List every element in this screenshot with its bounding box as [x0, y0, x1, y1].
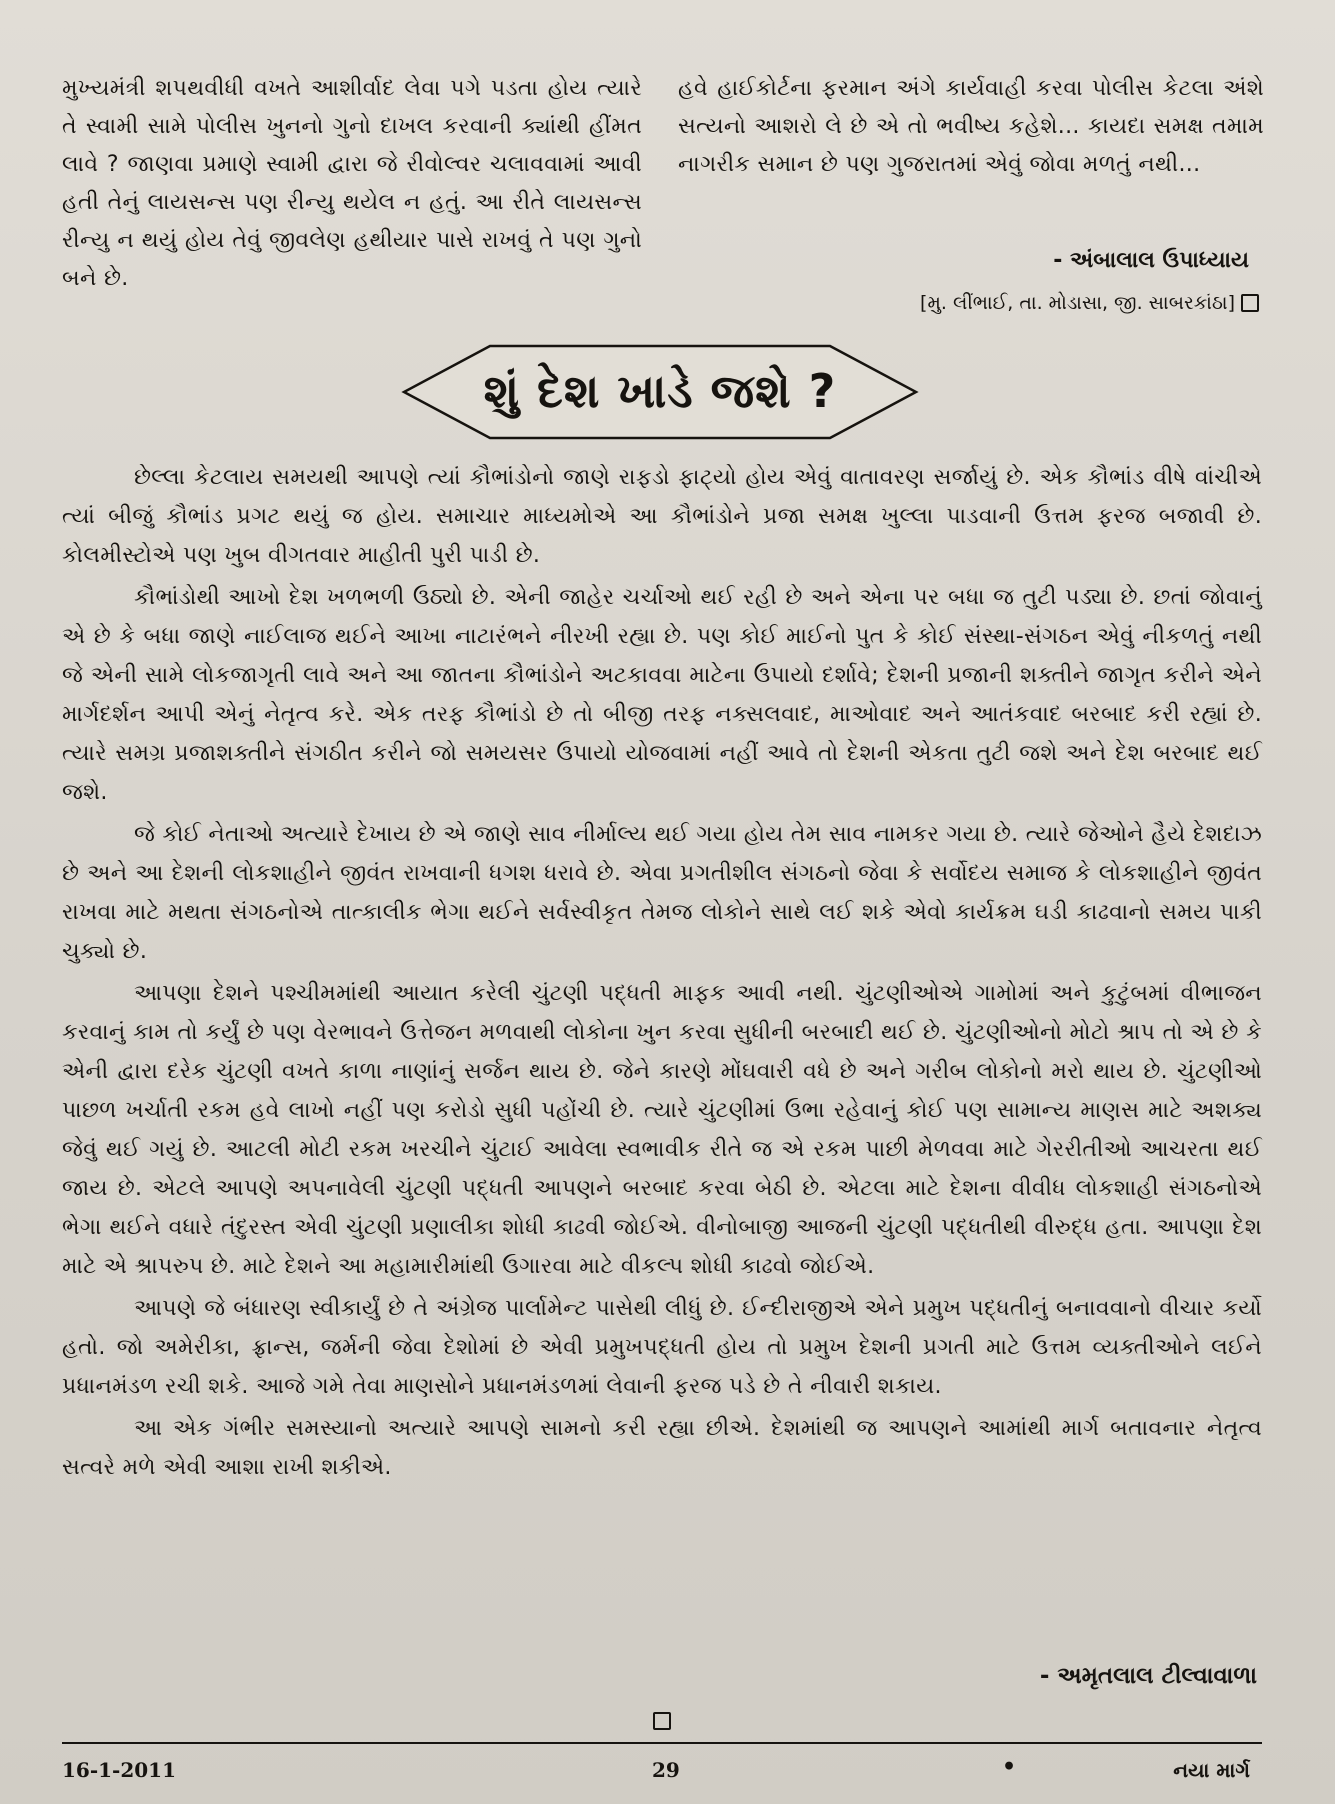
- footer-date: 16-1-2011: [62, 1758, 177, 1782]
- previous-article-left-column: [62, 70, 642, 298]
- article-title: શું દેશ ખાડે જશે ?: [483, 364, 837, 418]
- footer-divider: [62, 1742, 1262, 1744]
- page-number: 29: [652, 1758, 680, 1782]
- article-paragraph: આ એક ગંભીર સમસ્યાનો અત્યારે આપણે સામનો કરી રહ્યા છીએ. દેશમાંથી જ આપણને આમાંથી માર્ગ બતાવનાર નેતૃત્વ સત્વરે મળે એવી આશા રાખી શકીએ.: [62, 1416, 1262, 1480]
- checkbox-square-icon: [1241, 294, 1259, 312]
- magazine-name: નયા માર્ગ: [1173, 1758, 1250, 1782]
- end-of-article-square-icon: [653, 1712, 671, 1730]
- article-title-banner: [400, 342, 920, 442]
- article-paragraph: આપણે જે બંધારણ સ્વીકાર્યું છે તે અંગ્રેજ પાર્લામેન્ટ પાસેથી લીધું છે. ઈન્દીરાજીએ એને પ્રમુખ પદ્ધતીનું બનાવવાનો વીચાર કર્યો હતો. જો અમેરીકા, ફ્રાન્સ, જર્મની જેવા દેશોમાં છે એવી પ્રમુખપદ્ધતી હોય તો પ્રમુખ દેશની પ્રગતી માટે ઉત્તમ વ્યક્તીઓને લઈને પ્રધાનમંડળ રચી શકે. આજે ગમે તેવા માણસોને પ્રધાનમંડળમાં લેવાની ફરજ પડે છે તે નીવારી શકાય.: [62, 1296, 1262, 1399]
- previous-article-author: - અંબાલાલ ઉપાધ્યાય: [1053, 248, 1249, 273]
- bullet-dot-icon: •: [1002, 1754, 1017, 1780]
- previous-article-right-text: હવે હાઈકોર્ટના ફરમાન અંગે કાર્યવાહી કરવા પોલીસ કેટલા અંશે સત્યનો આશરો લે છે એ તો ભવીષ્ય કહેશે... કાયદા સમક્ષ તમામ નાગરીક સમાન છે પણ ગુજરાતમાં એવું જોવા મળતું નથી...: [678, 76, 1264, 177]
- article-paragraph: આપણા દેશને પશ્ચીમમાંથી આયાત કરેલી ચુંટણી પદ્ધતી માફક આવી નથી. ચુંટણીઓએ ગામોમાં અને કુટુંબમાં વીભાજન કરવાનું કામ તો કર્યું છે પણ વેરભાવને ઉત્તેજન મળવાથી લોકોના ખુન કરવા સુધીની બરબાદી થઈ છે. ચુંટણીઓનો મોટો શ્રાપ તો એ છે કે એની દ્વારા દરેક ચુંટણી વખતે કાળા નાણાંનું સર્જન થાય છે. જેને કારણે મોંઘવારી વધે છે અને ગરીબ લોકોનો મરો થાય છે. ચુંટણીઓ પાછળ ખર્ચાતી રકમ હવે લાખો નહીં પણ કરોડો સુધી પહોંચી છે. ત્યારે ચુંટણીમાં ઉભા રહેવાનું કોઈ પણ સામાન્ય માણસ માટે અશક્ય જેવું થઈ ગયું છે. આટલી મોટી રકમ ખરચીને ચુંટાઈ આવેલા સ્વભાવીક રીતે જ એ રકમ પાછી મેળવવા માટે ગેરરીતીઓ આચરતા થઈ જાય છે. એટલે આપણે અપનાવેલી ચુંટણી પદ્ધતી આપણને બરબાદ કરવા બેઠી છે. એટલા માટે દેશના વીવીધ લોકશાહી સંગઠનોએ ભેગા થઈને વધારે તંદુરસ્ત એવી ચુંટણી પ્રણાલીકા શોધી કાઢવી જોઈએ. વીનોબાજી આજની ચુંટણી પદ્ધતીથી વીરુદ્ધ હતા. આપણા દેશ માટે એ શ્રાપરુપ છે. માટે દેશને આ મહામારીમાંથી ઉગારવા માટે વીકલ્પ શોધી કાઢવો જોઈએ.: [62, 981, 1262, 1279]
- article-paragraph: છેલ્લા કેટલાય સમયથી આપણે ત્યાં કૌભાંડોનો જાણે રાફડો ફાટ્યો હોય એવું વાતાવરણ સર્જાયું છે. એક કૌભાંડ વીષે વાંચીએ ત્યાં બીજું કૌભાંડ પ્રગટ થયું જ હોય. સમાચાર માધ્યમોએ આ કૌભાંડોને પ્રજા સમક્ષ ખુલ્લા પાડવાની ઉત્તમ ફરજ બજાવી છે. કોલમીસ્ટોએ પણ ખુબ વીગતવાર માહીતી પુરી પાડી છે.: [62, 465, 1262, 568]
- article-paragraph: જે કોઈ નેતાઓ અત્યારે દેખાય છે એ જાણે સાવ નીર્માલ્ય થઈ ગયા હોય તેમ સાવ નામકર ગયા છે. ત્યારે જેઓને હૈયે દેશદાઝ છે અને આ દેશની લોકશાહીને જીવંત રાખવાની ધગશ ધરાવે છે. એવા પ્રગતીશીલ સંગઠનો જેવા કે સર્વોદય સમાજ કે લોકશાહીને જીવંત રાખવા માટે મથતા સંગઠનોએ તાત્કાલીક ભેગા થઈને સર્વસ્વીકૃત તેમજ લોકોને સાથે લઈ શકે એવો કાર્યક્રમ ઘડી કાઢવાનો સમય પાકી ચુક્યો છે.: [62, 822, 1262, 964]
- previous-article-right-column: [678, 70, 1264, 184]
- previous-article-left-text: મુખ્યમંત્રી શપથવીધી વખતે આશીર્વાદ લેવા પગે પડતા હોય ત્યારે તે સ્વામી સામે પોલીસ ખુનનો ગુનો દાખલ કરવાની ક્યાંથી હીંમત લાવે ? જાણવા પ્રમાણે સ્વામી દ્વારા જે રીવોલ્વર ચલાવવામાં આવી હતી તેનું લાયસન્સ પણ રીન્યુ થયેલ ન હતું. આ રીતે લાયસન્સ રીન્યુ ન થયું હોય તેવું જીવલેણ હથીયાર પાસે રાખવું તે પણ ગુનો બને છે.: [62, 76, 642, 291]
- address-text: [મુ. લીંભાઈ, તા. મોડાસા, જી. સાબરકાંઠા]: [920, 292, 1235, 314]
- previous-article-address: [920, 292, 1259, 314]
- article-body: [62, 458, 1262, 1490]
- article-author: - અમૃતલાલ ટીલ્વાવાળા: [1039, 1663, 1257, 1689]
- page-footer: [62, 1752, 1262, 1788]
- article-paragraph: કૌભાંડોથી આખો દેશ ખળભળી ઉઠ્યો છે. એની જાહેર ચર્ચાઓ થઈ રહી છે અને એના પર બધા જ તુટી પડ્યા છે. છતાં જોવાનું એ છે કે બધા જાણે નાઈલાજ થઈને આખા નાટારંભને નીરખી રહ્યા છે. પણ કોઈ માઈનો પુત કે કોઈ સંસ્થા-સંગઠન એવું નીકળતું નથી જે એની સામે લોકજાગૃતી લાવે અને આ જાતના કૌભાંડોને અટકાવવા માટેના ઉપાયો દર્શાવે; દેશની પ્રજાની શક્તીને જાગૃત કરીને એને માર્ગદર્શન આપી એનું નેતૃત્વ કરે. એક તરફ કૌભાંડો છે તો બીજી તરફ નક્સલવાદ, માઓવાદ અને આતંકવાદ બરબાદ કરી રહ્યાં છે. ત્યારે સમગ્ર પ્રજાશક્તીને સંગઠીત કરીને જો સમયસર ઉપાયો યોજવામાં નહીં આવે તો દેશની એકતા તુટી જશે અને દેશ બરબાદ થઈ જશે.: [62, 585, 1262, 805]
